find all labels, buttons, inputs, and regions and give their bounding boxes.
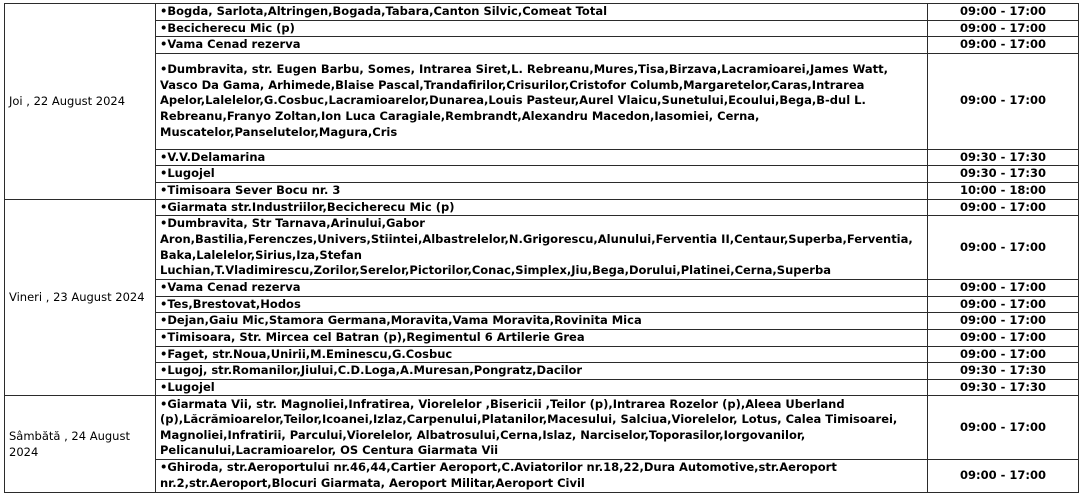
hours-text: 09:00 - 17:00 [960, 329, 1046, 344]
day-date: Sâmbătă , 24 August 2024 [9, 428, 130, 459]
location-cell: •Vama Cenad rezerva [156, 280, 928, 297]
location-text: Dejan,Gaiu Mic,Stamora Germana,Moravita,Vama Moravita,Rovinita Mica [167, 313, 642, 328]
location-text: Ghiroda, str.Aeroportului nr.46,44,Cartier Aeroport,C.Aviatorilor nr.18,22,Dura Automotive,str.Aeroport nr.2,str.Aeroport,Blocuri Giarmata, Aeroport Militar,Aeroport Civil [160, 460, 837, 490]
hours-cell [928, 4, 1079, 21]
hours-cell [928, 20, 1079, 37]
location-cell: •Lugojel [156, 379, 928, 396]
location-cell: •Timisoara Sever Bocu nr. 3 [156, 182, 928, 199]
hours-cell [928, 346, 1079, 363]
table-row [5, 460, 1079, 492]
hours-text: 09:00 - 17:00 [960, 37, 1046, 52]
location-text: Lugoj, str.Romanilor,Jiului,C.D.Loga,A.Muresan,Pongratz,Dacilor [167, 363, 583, 378]
table-row [5, 4, 1079, 21]
day-date-cell [5, 199, 156, 396]
hours-text: 10:00 - 18:00 [960, 182, 1046, 197]
location-text: Faget, str.Noua,Unirii,M.Eminescu,G.Cosbuc [167, 346, 453, 361]
location-cell: •Dejan,Gaiu Mic,Stamora Germana,Moravita,Vama Moravita,Rovinita Mica [156, 313, 928, 330]
day-date-cell [5, 4, 156, 200]
hours-cell [928, 149, 1079, 166]
hours-cell [928, 329, 1079, 346]
table-row [5, 216, 1079, 280]
location-text: V.V.Delamarina [167, 149, 266, 164]
hours-text: 09:00 - 17:00 [960, 280, 1046, 295]
table-row [5, 53, 1079, 149]
hours-cell [928, 53, 1079, 149]
day-date-cell [5, 396, 156, 492]
hours-cell [928, 313, 1079, 330]
location-cell: •Tes,Brestovat,Hodos [156, 296, 928, 313]
location-text: Bogda, Sarlota,Altringen,Bogada,Tabara,Canton Silvic,Comeat Total [167, 4, 608, 18]
table-row [5, 20, 1079, 37]
outage-schedule-table [4, 3, 1079, 493]
location-cell: •Bogda, Sarlota,Altringen,Bogada,Tabara,Canton Silvic,Comeat Total [156, 4, 928, 21]
hours-cell [928, 182, 1079, 199]
hours-text: 09:00 - 17:00 [960, 4, 1046, 18]
location-cell: •Ghiroda, str.Aeroportului nr.46,44,Cartier Aeroport,C.Aviatorilor nr.18,22,Dura Automotive,str.Aeroport nr.2,str.Aeroport,Blocuri Giarmata, Aeroport Militar,Aeroport Civil [156, 460, 928, 492]
location-cell: •Lugojel [156, 166, 928, 183]
hours-cell [928, 199, 1079, 216]
location-cell: •Giarmata str.Industriilor,Becicherecu Mic (p) [156, 199, 928, 216]
table-row [5, 313, 1079, 330]
hours-cell [928, 296, 1079, 313]
hours-text: 09:00 - 17:00 [960, 420, 1046, 435]
location-text: Vama Cenad rezerva [167, 37, 301, 52]
location-text: Becicherecu Mic (p) [167, 20, 295, 35]
table-row [5, 363, 1079, 380]
location-text: Dumbravita, str. Eugen Barbu, Somes, Intrarea Siret,L. Rebreanu,Mures,Tisa,Birzava,Lacramioarei,James Watt, Vasco Da Gama, Arhimede,Blaise Pascal,Trandafirilor,Crisurilor,Cristofor Columb,Margaretelor,Caras,Intrarea Apelor,Lalelelor,G.Cosbuc,Lacramioarelor,Dunarea,Louis Pasteur,Aurel Vlaicu,Sunetului,Ecoului,Bega,B-dul L. Rebreanu,Franyo Zoltan,Ion Luca Caragiale,Rembrandt,Alexandru Macedon,Iasomiei, Cerna, Muscatelor,Panselutelor,Magura,Cris [160, 62, 889, 139]
hours-cell [928, 363, 1079, 380]
hours-text: 09:00 - 17:00 [960, 313, 1046, 328]
day-date: Joi , 22 August 2024 [9, 94, 126, 109]
location-cell: •Becicherecu Mic (p) [156, 20, 928, 37]
table-row [5, 182, 1079, 199]
location-cell: •Dumbravita, str. Eugen Barbu, Somes, Intrarea Siret,L. Rebreanu,Mures,Tisa,Birzava,Lacramioarei,James Watt, Vasco Da Gama, Arhimede,Blaise Pascal,Trandafirilor,Crisurilor,Cristofor Columb,Margaretelor,Caras,Intrarea Apelor,Lalelelor,G.Cosbuc,Lacramioarelor,Dunarea,Louis Pasteur,Aurel Vlaicu,Sunetului,Ecoului,Bega,B-dul L. Rebreanu,Franyo Zoltan,Ion Luca Caragiale,Rembrandt,Alexandru Macedon,Iasomiei, Cerna, Muscatelor,Panselutelor,Magura,Cris [156, 53, 928, 149]
hours-cell [928, 216, 1079, 280]
hours-text: 09:00 - 17:00 [960, 468, 1046, 483]
location-cell: •Timisoara, Str. Mircea cel Batran (p),Regimentul 6 Artilerie Grea [156, 329, 928, 346]
hours-text: 09:00 - 17:00 [960, 20, 1046, 35]
table-row [5, 37, 1079, 54]
location-text: Giarmata str.Industriilor,Becicherecu Mic (p) [167, 199, 455, 214]
location-text: Lugojel [167, 379, 215, 394]
location-text: Tes,Brestovat,Hodos [167, 296, 301, 311]
table-row [5, 379, 1079, 396]
table-row [5, 199, 1079, 216]
location-cell: •Giarmata Vii, str. Magnoliei,Infratirea, Viorelelor ,Bisericii ,Teilor (p),Intrarea Rozelor (p),Aleea Uberland (p),Lăcrămioarelor,Teilor,Icoanei,Izlaz,Carpenului,Platanilor,Macesului, Salciua,Viorelelor, Lotus, Calea Timisoarei, Magnoliei,Infratirii, Parcului,Viorelelor, Albatrosului,Cerna,Islaz, Narciselor,Toporasilor,Iorgovanilor, Pelicanului,Lacramioarelor, OS Centura Giarmata Vii [156, 396, 928, 460]
day-date: Vineri , 23 August 2024 [9, 290, 145, 305]
hours-cell [928, 460, 1079, 492]
location-cell: •Faget, str.Noua,Unirii,M.Eminescu,G.Cosbuc [156, 346, 928, 363]
hours-text: 09:00 - 17:00 [960, 296, 1046, 311]
location-text: Timisoara Sever Bocu nr. 3 [167, 182, 341, 197]
hours-text: 09:00 - 17:00 [960, 346, 1046, 361]
hours-cell [928, 37, 1079, 54]
hours-text: 09:00 - 17:00 [960, 199, 1046, 214]
hours-text: 09:30 - 17:30 [960, 379, 1046, 394]
table-row [5, 346, 1079, 363]
hours-text: 09:30 - 17:30 [960, 149, 1046, 164]
table-row [5, 280, 1079, 297]
table-row [5, 396, 1079, 460]
hours-cell [928, 166, 1079, 183]
hours-text: 09:30 - 17:30 [960, 166, 1046, 181]
hours-text: 09:00 - 17:00 [960, 93, 1046, 108]
hours-text: 09:00 - 17:00 [960, 239, 1046, 254]
hours-cell [928, 280, 1079, 297]
location-text: Timisoara, Str. Mircea cel Batran (p),Regimentul 6 Artilerie Grea [167, 329, 585, 344]
location-cell: •Lugoj, str.Romanilor,Jiului,C.D.Loga,A.Muresan,Pongratz,Dacilor [156, 363, 928, 380]
table-row [5, 296, 1079, 313]
location-text: Giarmata Vii, str. Magnoliei,Infratirea, Viorelelor ,Bisericii ,Teilor (p),Intrarea Rozelor (p),Aleea Uberland (p),Lăcrămioarelor,Teilor,Icoanei,Izlaz,Carpenului,Platanilor,Macesului, Salciua,Viorelelor, Lotus, Calea Timisoarei, Magnoliei,Infratirii, Parcului,Viorelelor, Albatrosului,Cerna,Islaz, Narciselor,Toporasilor,Iorgovanilor, Pelicanului,Lacramioarelor, OS Centura Giarmata Vii [160, 396, 898, 458]
location-text: Vama Cenad rezerva [167, 280, 301, 295]
location-cell: •Dumbravita, Str Tarnava,Arinului,Gabor Aron,Bastilia,Ferenczes,Univers,Stiintei,Albastrelelor,N.Grigorescu,Alunului,Ferventia II,Centaur,Superba,Ferventia, Baka,Lalelelor,Sirius,Iza,Stefan Luchian,T.Vladimirescu,Zorilor,Serelor,Pictorilor,Conac,Simplex,Jiu,Bega,Dorului,Platinei,Cerna,Superba [156, 216, 928, 280]
hours-cell [928, 396, 1079, 460]
location-cell: •Vama Cenad rezerva [156, 37, 928, 54]
hours-text: 09:30 - 17:30 [960, 363, 1046, 378]
table-row [5, 329, 1079, 346]
hours-cell [928, 379, 1079, 396]
table-row [5, 149, 1079, 166]
location-cell: •V.V.Delamarina [156, 149, 928, 166]
location-text: Dumbravita, Str Tarnava,Arinului,Gabor Aron,Bastilia,Ferenczes,Univers,Stiintei,Albastrelelor,N.Grigorescu,Alunului,Ferventia II,Centaur,Superba,Ferventia, Baka,Lalelelor,Sirius,Iza,Stefan Luchian,T.Vladimirescu,Zorilor,Serelor,Pictorilor,Conac,Simplex,Jiu,Bega,Dorului,Platinei,Cerna,Superba [160, 216, 913, 278]
table-row [5, 166, 1079, 183]
location-text: Lugojel [167, 166, 215, 181]
